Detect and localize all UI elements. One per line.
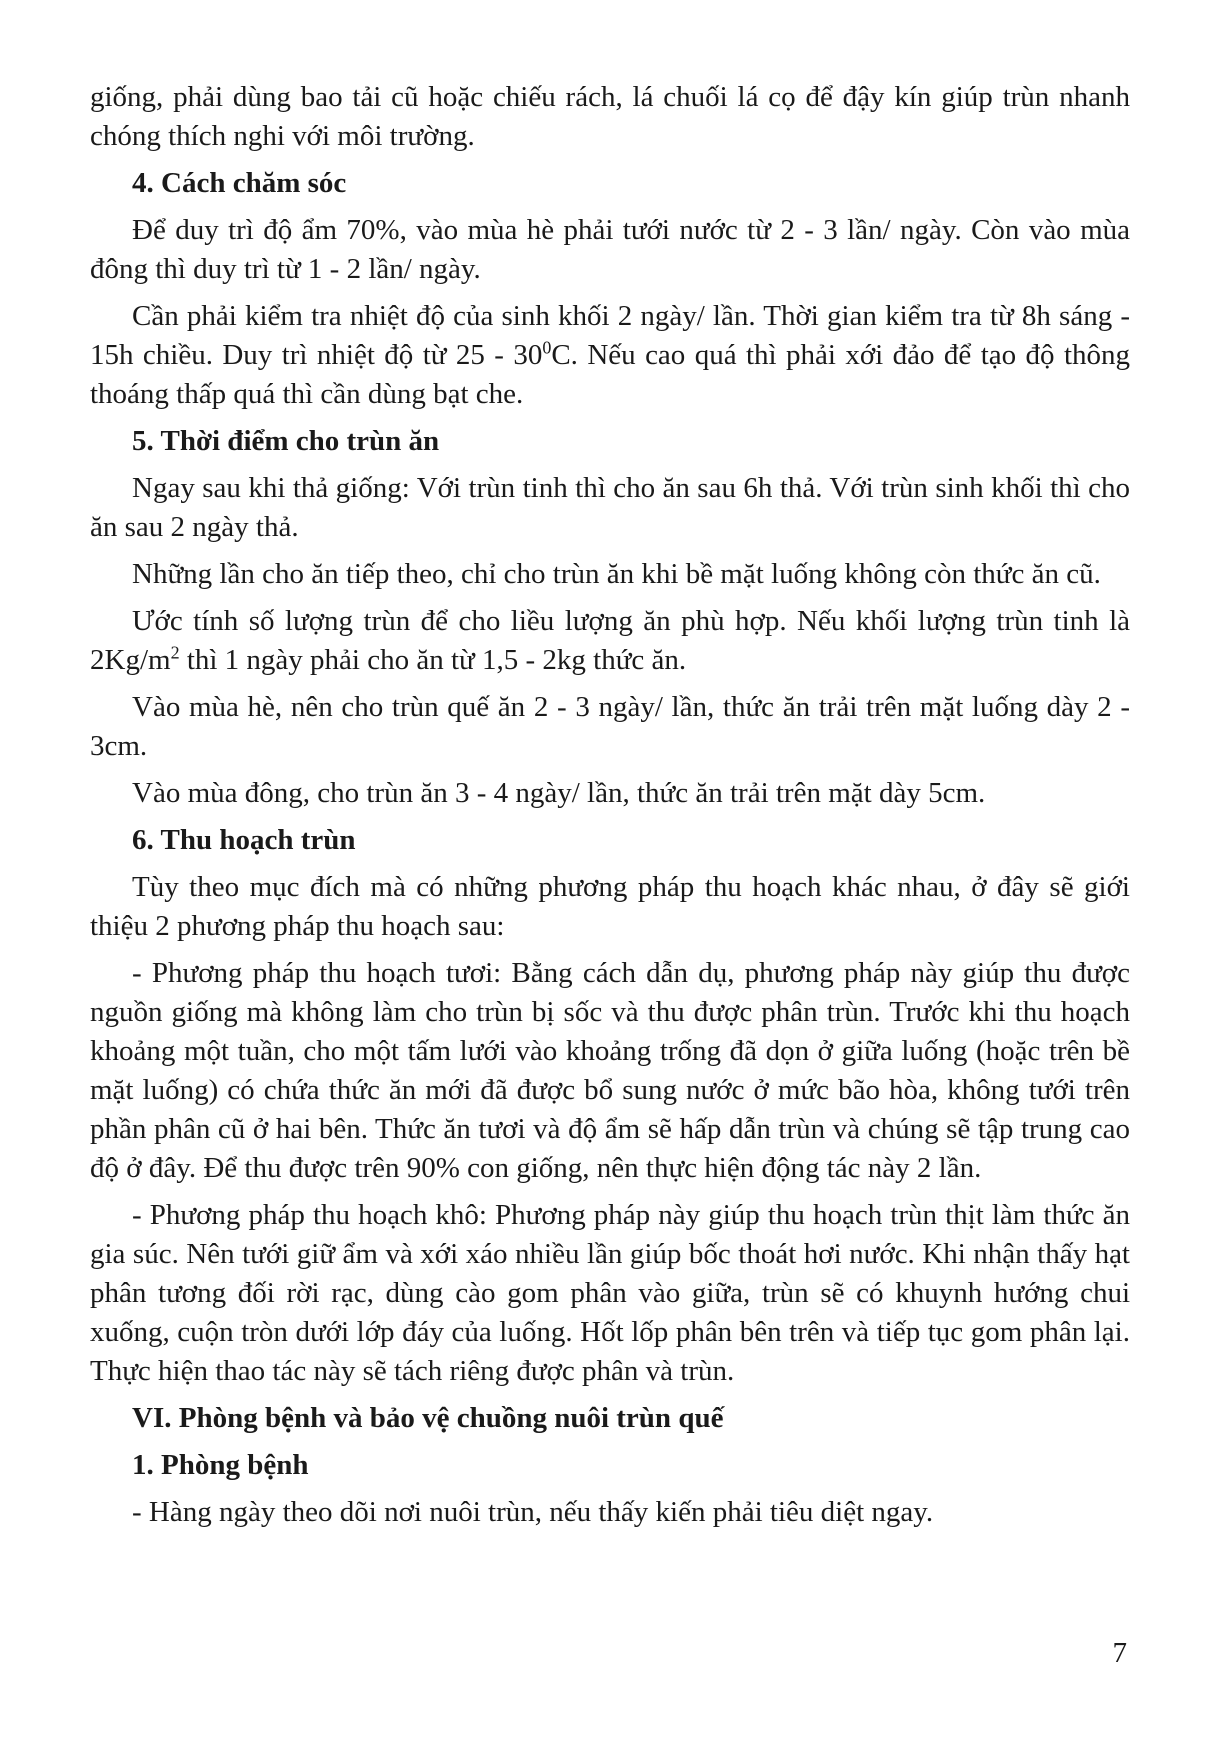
- heading-thoi-diem-cho-an: 5. Thời điểm cho trùn ăn: [132, 425, 440, 457]
- paragraph-mua-he: Vào mùa hè, nên cho trùn quế ăn 2 - 3 ngày/ lần, thức ăn trải trên mặt luống dày 2 - 3cm.: [90, 691, 1130, 762]
- heading-phong-benh: 1. Phòng bệnh: [132, 1449, 309, 1481]
- paragraph-intro: giống, phải dùng bao tải cũ hoặc chiếu rách, lá chuối lá cọ để đậy kín giúp trùn nhanh chóng thích nghi với môi trường.: [90, 81, 1130, 152]
- heading-thu-hoach-trun: 6. Thu hoạch trùn: [132, 824, 356, 856]
- paragraph-thu-hoach-tuoi: - Phương pháp thu hoạch tươi: Bằng cách dẫn dụ, phương pháp này giúp thu được nguồn giống mà không làm cho trùn bị sốc và thu được phân trùn. Trước khi thu hoạch khoảng một tuần, cho một tấm lưới vào khoảng trống đã dọn ở giữa luống (hoặc trên bề mặt luống) có chứa thức ăn mới đã được bổ sung nước ở mức bão hòa, không tưới trên phần phân cũ ở hai bên. Thức ăn tươi và độ ẩm sẽ hấp dẫn trùn và chúng sẽ tập trung cao độ ở đây. Để thu được trên 90% con giống, nên thực hiện động tác này 2 lần.: [90, 957, 1130, 1184]
- text-segment: Ước tính số lượng trùn để cho liều lượng ăn phù hợp. Nếu khối lượng trùn tinh là 2Kg/m: [90, 605, 1130, 676]
- paragraph-thu-hoach-kho: - Phương pháp thu hoạch khô: Phương pháp này giúp thu hoạch trùn thịt làm thức ăn gia súc. Nên tưới giữ ẩm và xới xáo nhiều lần giúp bốc thoát hơi nước. Khi nhận thấy hạt phân tương đối rời rạc, dùng cào gom phân vào giữa, trùn sẽ có khuynh hướng chui xuống, cuộn tròn dưới lớp đáy của luống. Hốt lốp phân bên trên và tiếp tục gom phân lại. Thực hiện thao tác này sẽ tách riêng được phân và trùn.: [90, 1199, 1130, 1387]
- paragraph-nhiet-do: [90, 297, 1130, 414]
- heading-phong-benh-bao-ve: VI. Phòng bệnh và bảo vệ chuồng nuôi trùn quế: [132, 1402, 724, 1434]
- paragraph-lieu-luong: [90, 602, 1130, 680]
- paragraph-mua-dong: Vào mùa đông, cho trùn ăn 3 - 4 ngày/ lần, thức ăn trải trên mặt dày 5cm.: [132, 777, 986, 809]
- paragraph-do-am: Để duy trì độ ẩm 70%, vào mùa hè phải tưới nước từ 2 - 3 lần/ ngày. Còn vào mùa đông thì duy trì từ 1 - 2 lần/ ngày.: [90, 214, 1130, 285]
- heading-cach-cham-soc: 4. Cách chăm sóc: [132, 167, 347, 199]
- paragraph-sau-tha-giong: Ngay sau khi thả giống: Với trùn tinh thì cho ăn sau 6h thả. Với trùn sinh khối thì cho ăn sau 2 ngày thả.: [90, 472, 1130, 543]
- page-number: 7: [1112, 1637, 1127, 1669]
- text-segment: thì 1 ngày phải cho ăn từ 1,5 - 2kg thức ăn.: [179, 644, 687, 676]
- text-segment: Cần phải kiểm tra nhiệt độ của sinh khối 2 ngày/ lần. Thời gian kiểm tra từ 8h sáng - 15h chiều. Duy trì nhiệt độ từ 25 - 30: [90, 300, 1130, 371]
- paragraph-phuong-phap: Tùy theo mục đích mà có những phương pháp thu hoạch khác nhau, ở đây sẽ giới thiệu 2 phương pháp thu hoạch sau:: [90, 871, 1130, 942]
- text-segment: C. Nếu cao quá thì phải xới đảo để tạo độ thông thoáng thấp quá thì cần dùng bạt che.: [90, 339, 1130, 410]
- superscript-degree: 0: [542, 337, 552, 358]
- superscript-square: 2: [170, 642, 180, 663]
- page-body: [90, 78, 1130, 1540]
- paragraph-tieu-diet-kien: - Hàng ngày theo dõi nơi nuôi trùn, nếu thấy kiến phải tiêu diệt ngay.: [132, 1496, 934, 1528]
- paragraph-lan-tiep-theo: Những lần cho ăn tiếp theo, chỉ cho trùn ăn khi bề mặt luống không còn thức ăn cũ.: [132, 558, 1101, 590]
